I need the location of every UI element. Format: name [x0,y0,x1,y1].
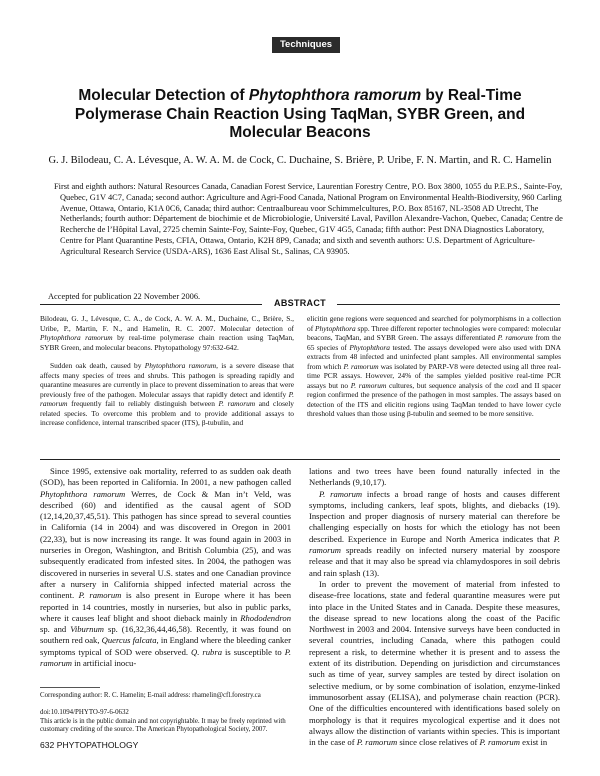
abs-l-a: Sudden oak death, caused by [50,361,145,370]
abstract-paragraph-2 [307,314,561,419]
abs-r-sp4: P. ramorum [343,361,379,371]
title-part2: by Real-Time Polymerase Chain Reaction Using TaqMan, SYBR Green, and Molecular Beacons [74,87,526,141]
citation-rest: by real-time polymerase chain reaction using TaqMan, SYBR Green, and molecular beacons. Phytopathology 97:632-642. [40,333,294,352]
bl-sp7: P. ramorum [40,646,291,669]
abs-r-sp1: Phytophthora [315,323,356,333]
body-right-column [309,466,560,748]
abs-l-sp3: P. ramorum [218,399,256,408]
abstract-right-column [307,314,561,419]
accepted-date: Accepted for publication 22 November 2006. [48,292,201,301]
abstract-paragraph-1 [40,361,294,428]
copyright-notice: This article is in the public domain and not copyrightable. It may be freely reprinted with customary crediting of the source. The American Phytopathological Society, 2007. [40,717,286,734]
body-paragraph-continued: lations and two trees have been found naturally infected in the Netherlands (9,10,17). [309,466,560,488]
br-a: infects a broad range of hosts and causes different symptoms, including cankers, leaf spots, blights, and diebacks (19). Inspection and proper diagnosis of nursery material can therefore be challenging especially on hosts for which the etiology has not been described. Experience in Europe and North America indicates that [309,488,560,544]
abstract-left-column [40,314,294,428]
abs-r-e: was isolated by PARP-V8 were detected using all three real-time PCR assays. However, 24% of the samples yielded positive real-time PCR assays but no [307,361,561,390]
body-paragraph-hosts [309,489,560,579]
br-sp1: P. ramorum [319,488,363,499]
citation-species: Phytophthora ramorum [40,333,113,342]
br-d: since close relatives of [397,737,480,748]
abs-r-f: cultures, but sequence analysis of the [386,380,506,390]
abs-l-c: frequently fail to reliably distinguish between [67,399,219,408]
br-sp2: P. ramorum [309,533,560,556]
bl-sp2: P. ramorum [78,590,122,601]
bl-g: is susceptible to [222,646,285,657]
abs-r-c: from the 65 species of [307,333,561,352]
abs-r-b: spp. Three different reporter technologies were compared: molecular beacons, TaqMan, and SYBR Green. The assays differentiated [307,323,561,342]
abs-r-sp3: Phytophthora [349,342,390,352]
abs-r-sp2: P. ramorum [497,333,533,342]
body-paragraph-quarantine [309,579,560,748]
abs-l-b: , is a severe disease that affects many species of trees and shrubs. This pathogen is spreading rapidly and quarantine measures are currently in place to prevent dissemination to areas that were previously free of the pathogen. Molecular assays that rapidly detect and identify [40,361,295,399]
bl-sp6: Q. rubra [191,646,222,657]
title-part1: Molecular Detection of [78,87,249,104]
abs-r-sp6: cox [505,380,517,390]
footnote-block [40,709,295,735]
body-paragraph-intro [40,466,291,669]
abs-r-g: I and II spacer region confirmed the presence of the pathogen in most samples. The assays based on detection of the ITS and elicitin regions using TaqMan tended to have lower cycle threshold values than those using β-tubulin and seemed to be more sensitive. [307,380,561,418]
doi: doi:10.1094/PHYTO-97-6-0632 [40,709,129,716]
affiliations [54,182,564,258]
bl-sp1: Phytophthora ramorum [40,488,126,499]
bl-sp4: Viburnum [70,624,104,635]
footnote-corresponding: Corresponding author: R. C. Hamelin; E-mail address: rhamelin@cfl.forestry.ca [40,692,261,699]
bl-f: , in England where the bleeding canker symptoms typical of SOD were observed. [40,635,291,657]
br-b: spreads readily on infected nursery material by zoospore release and that it may also be spread via chlamydospores in soil debris and rain splash (13). [309,545,560,578]
abs-l-sp2: P. ramorum [40,389,294,408]
title-species: Phytophthora ramorum [248,87,422,104]
author-list: G. J. Bilodeau, C. A. Lévesque, A. W. A. M. de Cock, C. Duchaine, S. Brière, P. Uribe, F. N. Martin, and R. C. Hamelin [48,155,552,166]
bl-d: sp. and [40,624,71,635]
bl-a: Since 1995, extensive oak mortality, referred to as sudden oak death (SOD), has been reported in California. In 2001, a new pathogen called [40,466,291,488]
body-left-column [40,466,291,669]
bl-sp5: Quercus falcata [101,635,157,646]
bl-e: sp. (16,32,36,44,46,58). Recently, it was found on southern red oak, [40,624,291,646]
abs-r-sp5: P. ramorum [350,380,387,390]
footnote-rule [40,687,100,688]
abs-r-d: tested. The assays developed were also used with DNA extracts from 48 infected and uninfected plant samples. All environmental samples from which [307,342,561,371]
bl-b: Werres, de Cock & Man in’t Veld, was described (60) and identified as the causal agent of SOD (12,14,20,37,45,51). This pathogen has since spread to several counties in California (14 in 2004) and was discovered in Oregon in 2001 (22,33), but is now increasing its range. It was found again in 2003 in nurseries in Oregon, Washington, and British Columbia (25), and was subsequently eradicated from infested sites. In 2004, the pathogen was discovered in nurseries in several U.S. states and one Canadian province after a nursery in California shipped infected material across the continent. [40,488,291,601]
page-footer: 632 PHYTOPATHOLOGY [40,740,139,750]
affiliations-text: First and eighth authors: Natural Resources Canada, Canadian Forest Service, Laurentian Forestry Centre, P.O. Box 3800, 1055 du P.E.P.S., Sainte-Foy, Quebec, G1V 4C7, Canada; second author: Agriculture and Agri-Food Canada, National Program on Environmental Health-Biodiversity, 960 Carling Avenue, Ottawa, Ontario, K1A 0C6, Canada; third author: Centraalbureau voor Schimmelcultures, P.O. Box 85167, NL-3508 AD Utrecht, The Netherlands; fourth author: Département de biochimie et de Microbiologie, Université Laval, Pavillon Alexandre-Vachon, Quebec, Canada; Centre de Recherche de l’Hôpital Laval, 2725 chemin Sainte-Foy, Sainte-Foy, Quebec, G1V 4G5, Canada; fifth author: Pest DNA Diagnostics Laboratory, Centre for Plant Quarantine Pests, CFIA, Ottawa, Ontario, K2H 8P9, Canada; and sixth and seventh authors: U.S. Department of Agriculture-Agricultural Research Service (USDA-ARS), 1636 East Alisal St., Salinas, CA 93905. [54,182,563,256]
bl-c: is also present in Europe where it has been reported in 14 countries, mostly in nurseries, but also in public parks, where it causes leaf blight and shoot dieback mainly in [40,590,291,623]
br-e: exist in [519,737,548,748]
section-label: Techniques [272,37,340,53]
citation-authors: Bilodeau, G. J., Lévesque, C. A., de Cock, A. W. A. M., Duchaine, C., Brière, S., Uribe, P., Martin, F. N., and Hamelin, R. C. 2007. Molecular detection of [40,314,294,333]
abstract-bottom-rule [40,459,560,460]
abs-l-d: and closely related species. To overcome this problem and to provide additional assays to increase confidence, internal transcribed spacer (ITS), β-tubulin, and [40,399,294,427]
article-title [60,87,540,143]
abstract-heading: ABSTRACT [274,298,326,308]
br-sp4: P. ramorum [479,737,520,748]
br-sp3: P. ramorum [356,737,398,748]
bl-h: in artificial inocu- [72,658,137,669]
br-c: In order to prevent the movement of material from infested to disease-free locations, state and federal quarantine measures were put into place in the United States and in Canada. Despite these measures, the disease spread to new locations along the coast of the Pacific Northwest in 2003 and 2004. Intensive surveys have been conducted in several countries, including Canada, where this pathogen could represent a risk, to determine whether it is present and to assess the extent of its distribution. Depending on jurisdiction and circumstances such as time of year, survey samples are tested by direct isolation on selective medium, or by some combination of isolation, enzyme-linked immunosorbent assay (ELISA), and polymerase chain reaction (PCR). One of the difficulties encountered with identifications based solely on morphology is that it requires mycological expertise and it does not always allow the distinction of variants within species. This is important in the case of [309,578,560,748]
citation [40,314,294,352]
abs-l-sp1: Phytophthora ramorum [144,361,217,370]
bl-sp3: Rhododendron [240,612,291,623]
abs-r-a: elicitin gene regions were sequenced and searched for polymorphisms in a collection of [307,314,561,333]
